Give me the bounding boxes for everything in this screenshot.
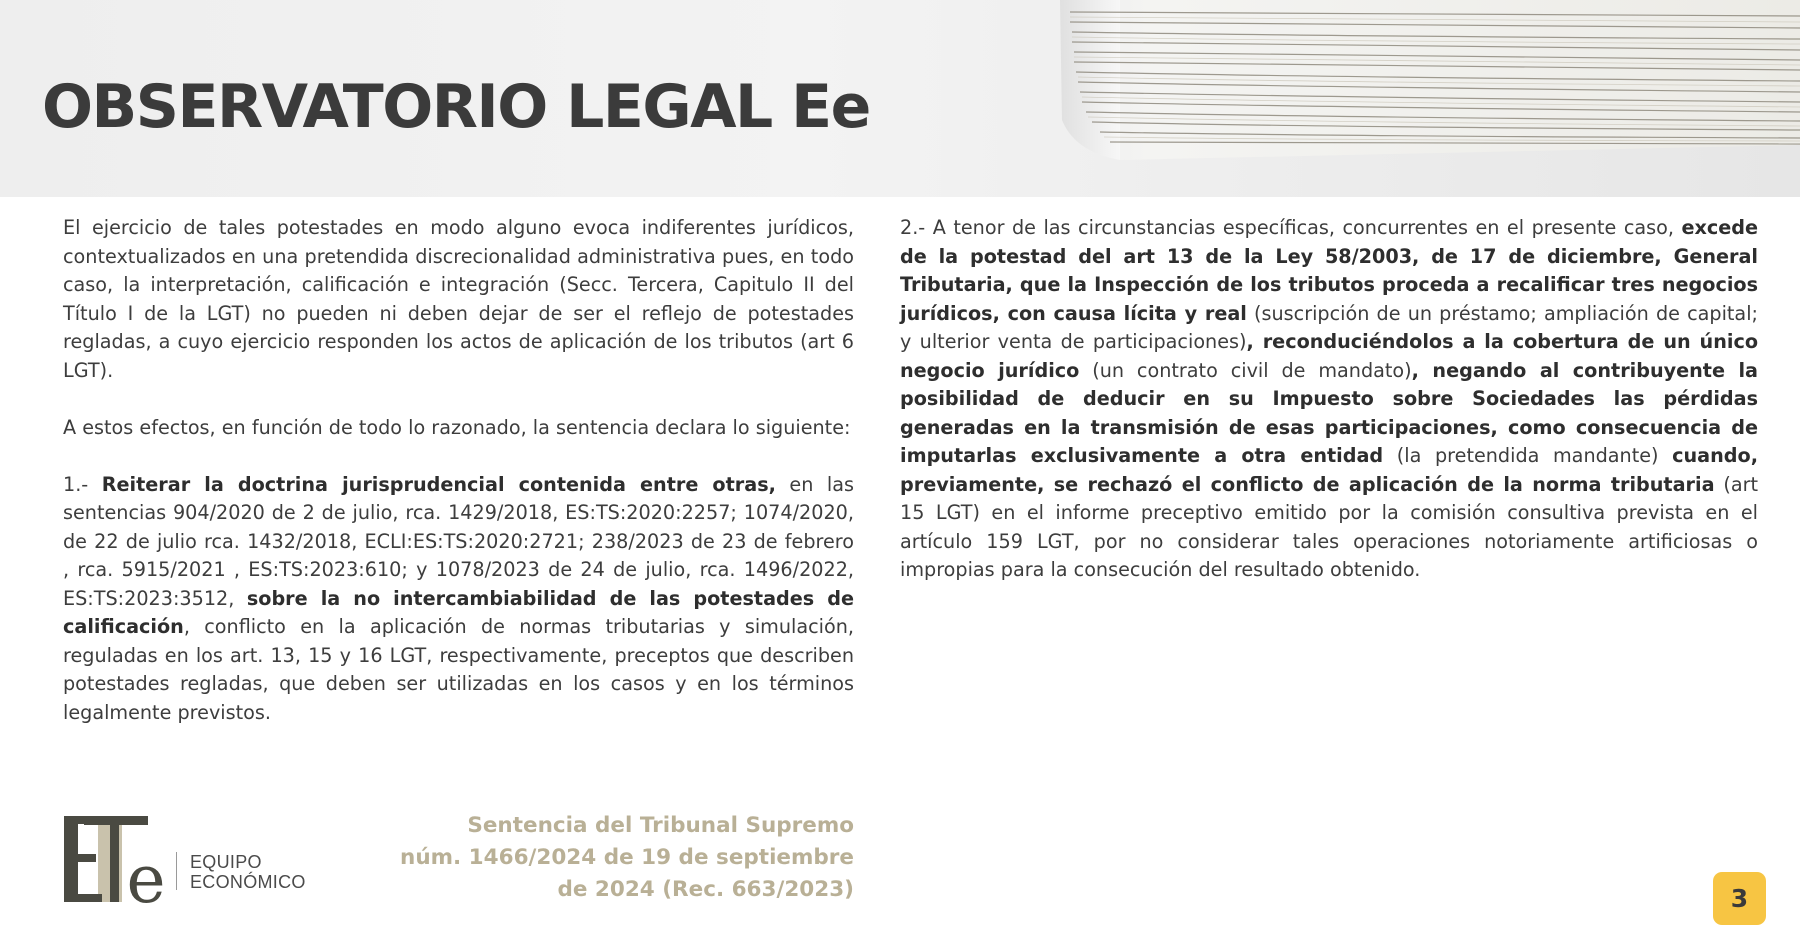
book-pages-image <box>1000 0 1800 197</box>
text-informe: (art 15 LGT) en el informe preceptivo emitido por la comisión consultiva prevista en el artículo 159 LGT, por no considerar tales operaciones notoriamente artificiosas o impropias para la consecución del resultado obtenido. <box>900 472 1758 581</box>
bold-negando: , negando al contribuyente la posibilidad de deducir en su Impuesto sobre Sociedades las pérdidas generadas en la transmisión de esas participaciones, como consecuencia de imputarlas exclusivamente a otra entidad <box>900 358 1758 467</box>
logo-divider <box>176 852 177 890</box>
text-mandante: (la pretendida mandante) <box>1383 444 1673 467</box>
citation-line-2: núm. 1466/2024 de 19 de septiembre <box>400 845 854 870</box>
right-text-column <box>900 214 1758 613</box>
left-text-column <box>63 214 854 756</box>
text-conflicto: , conflicto en la aplicación de normas tributarias y simulación, reguladas en los art. 13, 15 y 16 LGT, respectivamente, preceptos que describen potestades regladas, que deben ser utilizadas en los casos y en los términos legalmente previstos. <box>63 615 854 724</box>
bold-doctrina: Reiterar la doctrina jurisprudencial contenida entre otras, <box>101 472 776 496</box>
paragraph-point-1 <box>63 471 854 728</box>
svg-text:e: e <box>126 841 166 908</box>
point-number: 1.- <box>63 472 102 496</box>
citation-line-1: Sentencia del Tribunal Supremo <box>467 813 854 838</box>
text-mandato: (un contrato civil de mandato) <box>1079 358 1412 382</box>
bold-reconduciendolos: , reconduciéndolos a la cobertura de un único negocio jurídico <box>900 330 1759 382</box>
citation-line-3: de 2024 (Rec. 663/2023) <box>557 877 854 902</box>
text-tenor: 2.- A tenor de las circunstancias específicas, concurrentes en el presente caso, <box>900 216 1682 239</box>
paragraph-efectos: A estos efectos, en función de todo lo razonado, la sentencia declara lo siguiente: <box>63 415 851 439</box>
text-sentencias: en las sentencias 904/2020 de 2 de julio, rca. 1429/2018, ES:TS:2020:2257; 1074/2020, de 22 de julio rca. 1432/2018, ECLI:ES:TS:2020:2721; 238/2023 de 23 de febrero , rca. 5915/2021 , ES:TS:2023:610; y 1078/2023 de 24 de julio, rca. 1496/2022, ES:TS:2023:3512, <box>63 472 854 610</box>
logo-line-equipo: EQUIPO <box>190 852 262 872</box>
equipo-economico-logo <box>60 812 172 908</box>
logo-line-economico: ECONÓMICO <box>190 872 306 892</box>
page-title: OBSERVATORIO LEGAL Ee <box>42 72 870 142</box>
bold-rechazo: cuando, previamente, se rechazó el conflicto de aplicación de la norma tributaria <box>900 444 1758 496</box>
page-number-badge: 3 <box>1713 872 1766 925</box>
logo-wordmark <box>190 852 306 892</box>
header-banner <box>0 0 1800 197</box>
paragraph-point-2 <box>900 214 1758 585</box>
bold-intercambiabilidad: sobre la no intercambiabilidad de las potestades de calificación <box>63 586 854 638</box>
citation-reference <box>340 810 854 906</box>
bold-excede: excede de la potestad del art 13 de la Ley 58/2003, de 17 de diciembre, General Tributaria, que la Inspección de los tributos proceda a recalificar tres negocios jurídicos, con causa lícita y real <box>900 216 1758 325</box>
text-suscripcion: (suscripción de un préstamo; ampliación de capital; y ulterior venta de participaciones) <box>900 301 1758 353</box>
paragraph-potestades: El ejercicio de tales potestades en modo alguno evoca indiferentes jurídicos, contextualizados en una pretendida discrecionalidad administrativa pues, en todo caso, la interpretación, calificación e integración (Secc. Tercera, Capitulo II del Título I de la LGT) no pueden ni deben dejar de ser el reflejo de potestades regladas, a cuyo ejercicio responden los actos de aplicación de los tributos (art 6 LGT). <box>63 216 854 382</box>
